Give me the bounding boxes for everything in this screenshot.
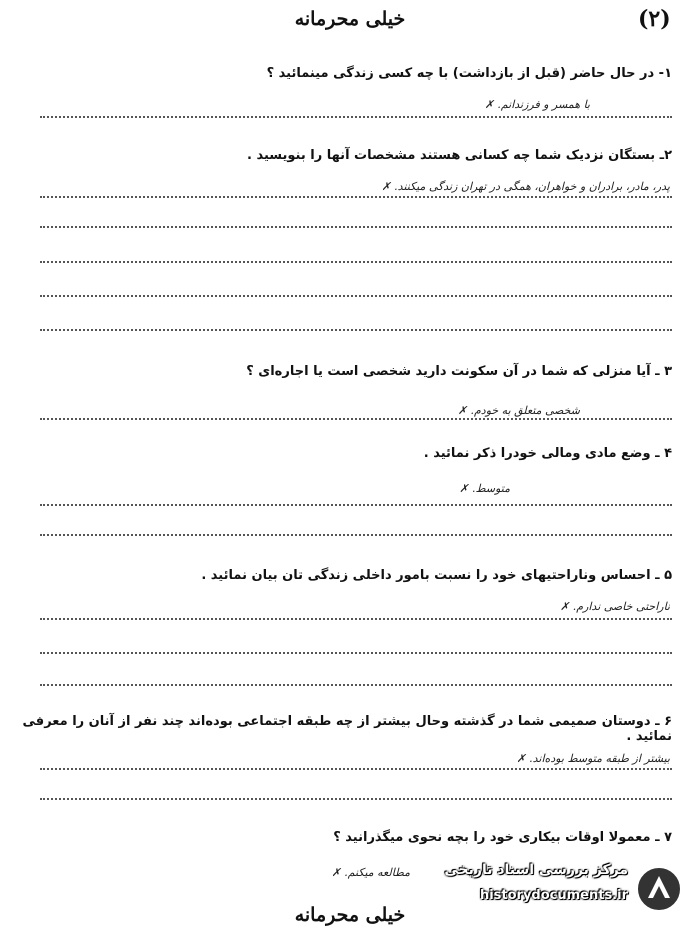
answer-line <box>40 534 672 536</box>
question-3: ۳ ـ آیا منزلی که شما در آن سکونت دارید شخصی است یا اجاره‌ای ؟ <box>246 364 672 379</box>
answer-6: بیشتر از طبقه متوسط بوده‌اند. ✗ <box>516 752 670 765</box>
answer-5: ناراحتی خاصی ندارم. ✗ <box>560 600 670 613</box>
answer-4: متوسط. ✗ <box>459 482 510 495</box>
answer-line <box>40 798 672 800</box>
answer-2: پدر، مادر، برادران و خواهران، همگی در تهران زندگی میکنند. ✗ <box>381 180 670 193</box>
answer-line <box>40 295 672 297</box>
answer-line <box>40 116 672 118</box>
question-6: ۶ ـ دوستان صمیمی شما در گذشته وحال بیشتر از چه طبقه اجتماعی بوده‌اند چند نفر از آنان را معرفی نمائید . <box>22 714 672 744</box>
question-7: ۷ ـ معمولا اوقات بیکاری خود را بچه نحوی میگذرانید ؟ <box>333 830 672 845</box>
question-2: ۲ـ بستگان نزدیک شما چه کسانی هستند مشخصات آنها را بنویسید . <box>247 148 672 163</box>
footer-title: خیلی محرمانه <box>294 904 406 926</box>
answer-line <box>40 196 672 198</box>
answer-line <box>40 652 672 654</box>
answer-line <box>40 261 672 263</box>
question-1: ۱- در حال حاضر (قبل از بازداشت) با چه کسی زندگی مینمائید ؟ <box>266 66 672 81</box>
answer-line <box>40 504 672 506</box>
watermark-url: historydocuments.ir <box>479 888 628 903</box>
answer-3: شخصی متعلق به خودم. ✗ <box>457 404 580 417</box>
answer-line <box>40 329 672 331</box>
page-number: (۲) <box>638 6 671 32</box>
answer-line <box>40 418 672 420</box>
answer-line <box>40 618 672 620</box>
answer-7: مطالعه میکنم. ✗ <box>331 866 410 879</box>
answer-1: با همسر و فرزندانم. ✗ <box>484 98 590 111</box>
answer-line <box>40 226 672 228</box>
page-title: خیلی محرمانه <box>294 8 406 30</box>
watermark-org-name: مرکز بررسی اسناد تاریخی <box>444 862 628 878</box>
question-5: ۵ ـ احساس وناراحتیهای خود را نسبت بامور داخلی زندگی تان بیان نمائید . <box>201 568 672 583</box>
answer-line <box>40 684 672 686</box>
question-4: ۴ ـ وضع مادی ومالی خودرا ذکر نمائید . <box>423 446 672 461</box>
answer-line <box>40 768 672 770</box>
